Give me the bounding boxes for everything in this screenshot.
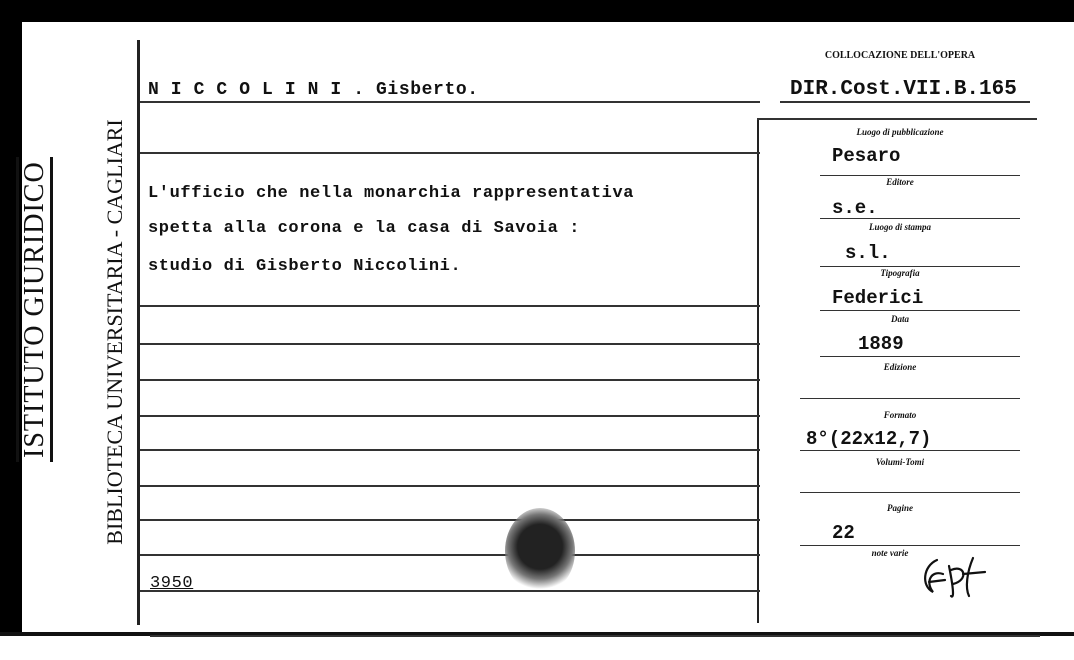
volumi-tomi-label: Volumi-Tomi [875,457,925,467]
luogo-stampa-label: Luogo di stampa [868,222,931,232]
field-rule [820,310,1020,311]
collocazione-label: COLLOCAZIONE DELL'OPERA [824,50,976,61]
left-margin-rule [137,40,140,625]
field-rule [800,450,1020,451]
field-rule [800,545,1020,546]
ruled-line [140,485,760,487]
title-line-2: spetta alla corona e la casa di Savoia : [148,219,581,238]
ruled-line [140,152,760,154]
ruled-line [140,415,760,417]
ruled-line [140,590,760,592]
title-line-3: studio di Gisberto Niccolini. [148,257,462,276]
data-value: 1889 [858,333,904,355]
handwritten-signature [915,552,990,600]
field-rule [800,398,1020,399]
formato-label: Formato [883,410,917,420]
pagine-label: Pagine [887,503,913,513]
field-rule [820,175,1020,176]
editore-value: s.e. [832,197,878,219]
right-box-top-rule [757,118,1037,120]
right-column-rule [757,118,759,623]
luogo-pubblicazione-value: Pesaro [832,145,901,167]
note-varie-label: note varie [871,548,909,558]
ruled-line [140,554,760,556]
pagine-value: 22 [832,522,855,544]
field-rule [820,356,1020,357]
ruled-line [140,379,760,381]
ruled-line [140,101,760,103]
stamp-istituto [18,162,52,462]
punch-hole-mark [505,508,575,594]
collocazione-value: DIR.Cost.VII.B.165 [790,78,1017,101]
ruled-line [140,449,760,451]
luogo-pubblicazione-label: Luogo di pubblicazione [856,127,944,137]
ruled-line [140,305,760,307]
editore-label: Editore [886,177,914,187]
ruled-line [140,343,760,345]
edizione-label: Edizione [883,362,917,372]
tipografia-value: Federici [832,287,924,309]
scan-border-top [0,0,1074,22]
collocazione-rule [780,101,1030,103]
author-heading: N I C C O L I N I . Gisberto. [148,80,479,100]
field-rule [820,266,1020,267]
title-line-1: L'ufficio che nella monarchia rappresentativa [148,184,635,203]
formato-value: 8°(22x12,7) [806,428,932,450]
stamp-biblioteca: BIBLIOTECA UNIVERSITARIA - CAGLIARI [102,119,127,545]
tipografia-label: Tipografia [880,268,920,278]
field-rule [800,492,1020,493]
bottom-edge-line [150,635,1040,637]
ruled-line [140,519,760,521]
inventory-number: 3950 [150,574,194,593]
data-label: Data [891,314,909,324]
luogo-stampa-value: s.l. [845,242,891,264]
stamp-istituto-text: ISTITUTO GIURIDICO [16,157,53,462]
